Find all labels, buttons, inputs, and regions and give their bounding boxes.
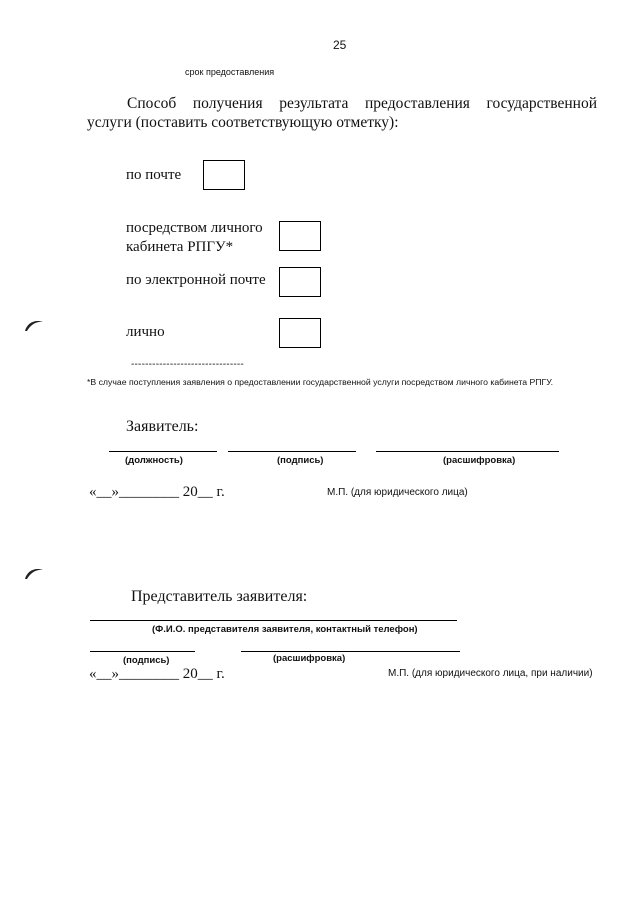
option-label-post: по почте xyxy=(126,167,182,183)
option-label-cabinet xyxy=(126,219,263,257)
representative-decoding-line[interactable] xyxy=(241,651,460,652)
representative-decoding-caption: (расшифровка) xyxy=(273,653,346,664)
option-label-cabinet-line-1: посредством личного xyxy=(126,220,263,236)
representative-name-caption: (Ф.И.О. представителя заявителя, контактный телефон) xyxy=(152,624,418,635)
representative-heading: Представитель заявителя: xyxy=(131,588,308,605)
representative-signature-line[interactable] xyxy=(90,651,195,652)
intro-line-1: Способ получения результата предоставления государственной xyxy=(127,95,597,112)
header-note: срок предоставления xyxy=(185,67,275,77)
footnote-separator: -------------------------------- xyxy=(131,359,244,370)
option-label-cabinet-line-2: кабинета РПГУ* xyxy=(126,239,234,255)
intro-paragraph xyxy=(87,94,597,132)
punch-mark-icon xyxy=(23,318,45,332)
signature-caption: (подпись) xyxy=(277,455,324,466)
checkbox-email[interactable] xyxy=(279,267,321,297)
representative-name-line[interactable] xyxy=(90,620,457,621)
punch-mark-icon xyxy=(23,566,45,580)
signature-line[interactable] xyxy=(228,451,356,452)
position-line[interactable] xyxy=(109,451,217,452)
applicant-stamp: М.П. (для юридического лица) xyxy=(327,487,468,498)
checkbox-in-person[interactable] xyxy=(279,318,321,348)
representative-date: «__»________ 20__ г. xyxy=(89,666,225,682)
applicant-date: «__»________ 20__ г. xyxy=(89,484,225,500)
intro-line-2: услуги (поставить соответствующую отметку): xyxy=(87,114,399,131)
applicant-heading: Заявитель: xyxy=(126,418,199,435)
checkbox-post[interactable] xyxy=(203,160,245,190)
representative-stamp: М.П. (для юридического лица, при наличии) xyxy=(388,668,593,679)
decoding-caption: (расшифровка) xyxy=(443,455,516,466)
option-label-email: по электронной почте xyxy=(126,272,266,288)
representative-signature-caption: (подпись) xyxy=(123,655,170,666)
position-caption: (должность) xyxy=(125,455,183,466)
footnote-text: *В случае поступления заявления о предоставлении государственной услуги посредством личного кабинета РПГУ. xyxy=(87,377,553,387)
decoding-line[interactable] xyxy=(376,451,559,452)
checkbox-cabinet[interactable] xyxy=(279,221,321,251)
option-label-in-person: лично xyxy=(126,324,165,340)
page-number: 25 xyxy=(333,38,347,52)
